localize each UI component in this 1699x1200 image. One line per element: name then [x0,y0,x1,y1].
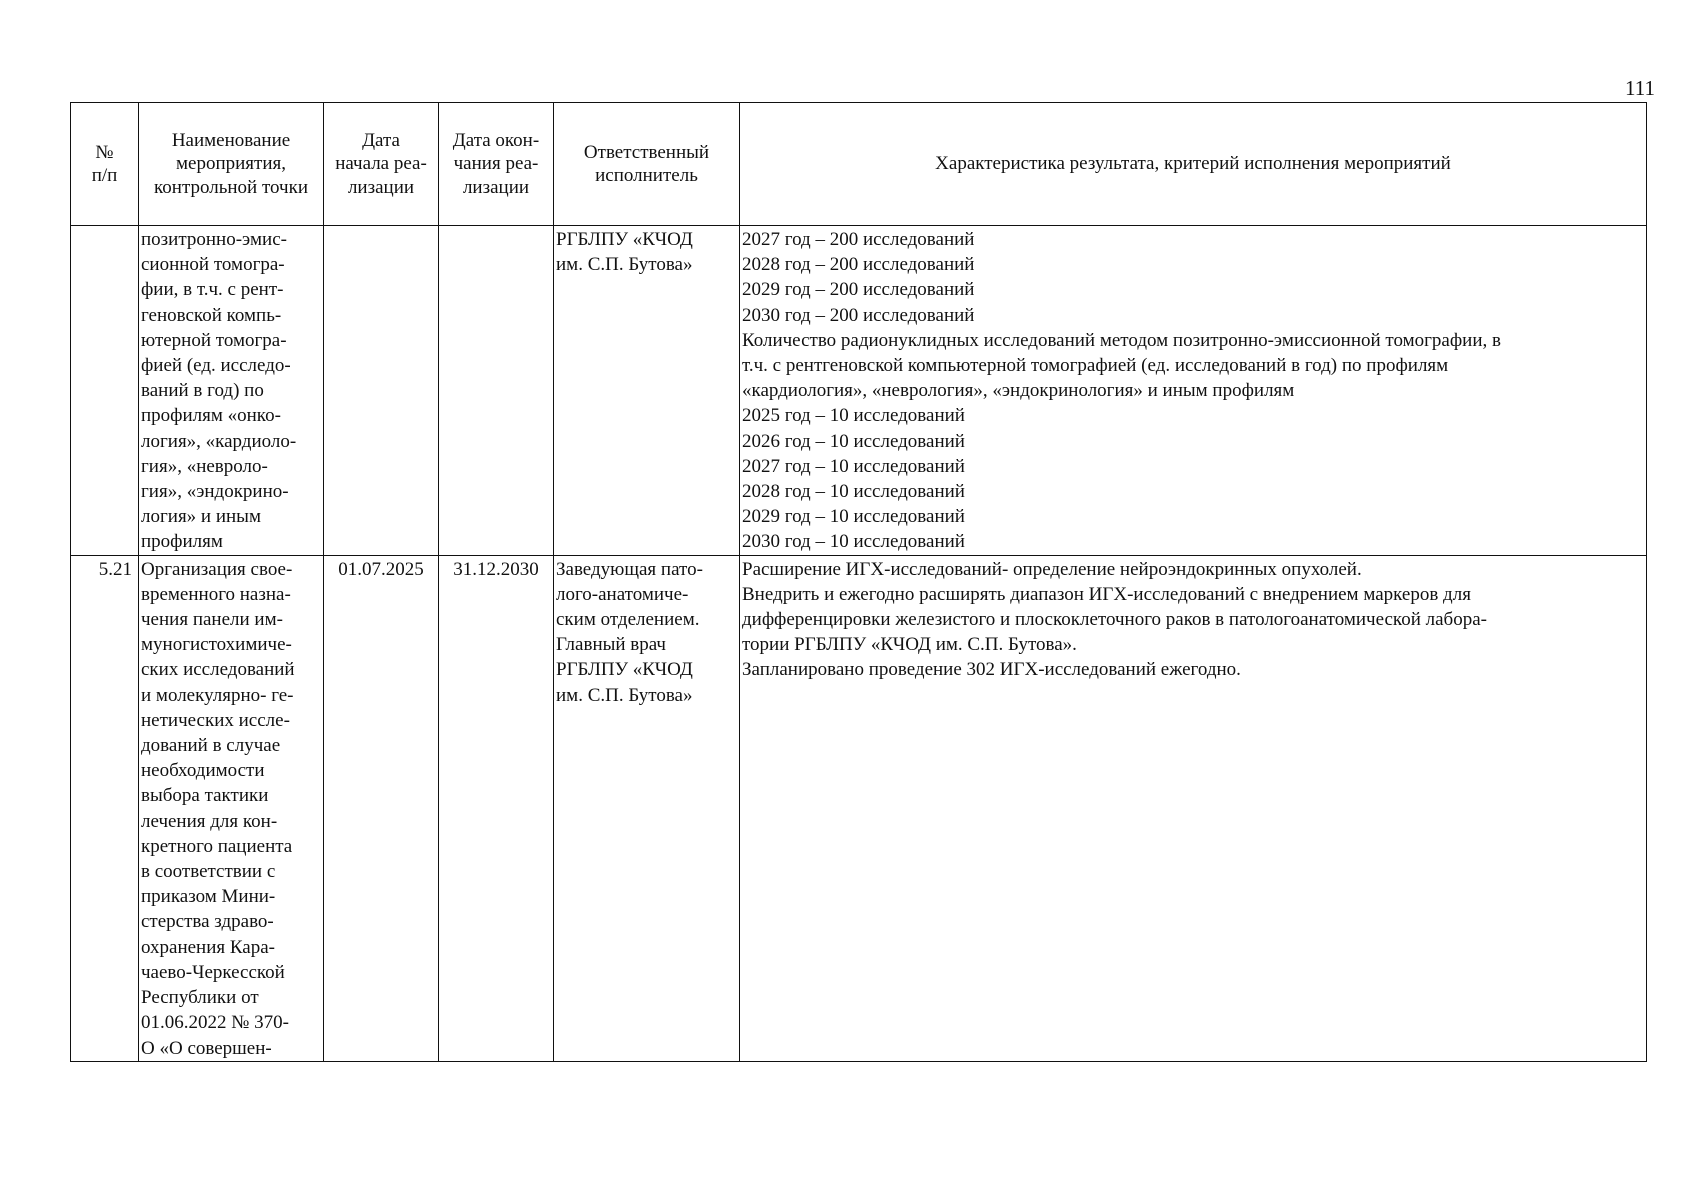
cell-line: ским отделением. [556,609,700,631]
cell-line: стерства здраво- [141,911,274,933]
cell-line: Заведующая пато- [556,558,703,580]
header-line: чания реа- [453,153,539,175]
cell-line: гия», «эндокрино- [141,481,289,503]
table-row [71,555,1647,1061]
cell-line: РГБЛПУ «КЧОД [556,229,693,250]
cell-line: Республики от [141,987,259,1009]
cell-line: в соответствии с [141,861,276,883]
cell-line: им. С.П. Бутова» [556,254,693,276]
cell-line: 5.21 [98,558,132,580]
cell-activity-name [139,226,324,556]
header-line: Дата окон- [452,130,540,152]
table-row [71,226,1647,556]
cell-line: Главный врач [556,634,666,656]
header-number [71,103,139,226]
cell-line: кретного пациента [141,835,293,857]
cell-line: 2027 год – 10 исследований [742,455,965,477]
cell-line: 2026 год – 10 исследований [742,430,965,452]
header-line: исполнитель [595,165,698,186]
cell-line: 2030 год – 10 исследований [742,531,965,553]
page-number: 111 [1625,76,1655,100]
cell-line: дований в случае [141,735,281,757]
header-executor [554,103,740,226]
cell-executor [554,555,740,1061]
cell-line: Внедрить и ежегодно расширять диапазон ИГХ-исследований с внедрением маркеров для [742,583,1471,605]
cell-line: РГБЛПУ «КЧОД [556,659,693,681]
cell-line: фии, в т.ч. с рент- [141,279,284,301]
header-line: начала реа- [335,153,427,175]
cell-line: дифференцировки железистого и плоскоклеточного раков в патологоанатомической лабора- [742,609,1487,631]
cell-start-date [324,555,439,1061]
header-end-date [439,103,554,226]
cell-line: О «О совершен- [141,1037,272,1059]
header-line: контрольной точки [154,176,308,198]
cell-line: сионной томогра- [141,254,285,276]
header-line: мероприятия, [176,153,286,175]
cell-line: 01.06.2022 № 370- [141,1012,289,1034]
cell-line: 2029 год – 200 исследований [742,279,975,301]
cell-line: «кардиология», «неврология», «эндокринология» и иным профилям [742,380,1295,402]
cell-line: лечения для кон- [141,810,278,832]
cell-line: необходимости [141,760,265,782]
cell-line: охранения Кара- [141,936,276,958]
cell-line: фией (ед. исследо- [141,355,291,377]
cell-result [740,226,1647,556]
cell-line: 2025 год – 10 исследований [742,405,965,427]
cell-line: 2027 год – 200 исследований [742,229,975,250]
cell-line: гия», «невроло- [141,455,268,477]
cell-line: позитронно-эмис- [141,229,287,250]
cell-line: Организация свое- [141,558,293,580]
cell-line: геновской компь- [141,304,282,326]
header-activity-name [139,103,324,226]
header-line: Характеристика результата, критерий исполнения мероприятий [935,153,1451,175]
cell-line: временного назна- [141,583,291,605]
cell-line: выбора тактики [141,785,269,807]
table-header-row [71,103,1647,226]
header-start-date [324,103,439,226]
cell-line: логия», «кардиоло- [141,430,297,452]
header-line: п/п [91,165,118,186]
cell-number [71,226,139,556]
header-line: лизации [462,176,530,198]
header-line: лизации [347,176,415,198]
cell-line: 01.07.2025 [338,558,424,580]
cell-number [71,555,139,1061]
cell-line: Расширение ИГХ-исследований- определение нейроэндокринных опухолей. [742,558,1362,580]
cell-start-date [324,226,439,556]
cell-line: Количество радионуклидных исследований методом позитронно-эмиссионной томографии, в [742,329,1501,351]
cell-executor [554,226,740,556]
cell-line: и молекулярно- ге- [141,684,294,706]
cell-line: ских исследований [141,659,295,681]
cell-activity-name [139,555,324,1061]
cell-line: т.ч. с рентгеновской компьютерной томографией (ед. исследований в год) по профилям [742,355,1449,377]
activities-table [70,102,1647,1062]
header-line: № [95,141,114,163]
cell-line: профилям «онко- [141,405,281,427]
cell-end-date [439,555,554,1061]
cell-line: чаево-Черкесской [141,961,285,983]
cell-line: им. С.П. Бутова» [556,684,693,706]
cell-end-date [439,226,554,556]
cell-line: чения панели им- [141,609,283,631]
header-line: Дата [362,130,400,152]
header-line: Ответственный [583,141,710,163]
cell-line: 2030 год – 200 исследований [742,304,975,326]
cell-line: приказом Мини- [141,886,276,908]
cell-line: 2028 год – 10 исследований [742,481,965,503]
cell-line: муногистохимиче- [141,634,292,656]
header-result [740,103,1647,226]
cell-line: ютерной томогра- [141,329,287,351]
cell-result [740,555,1647,1061]
cell-line: лого-анатомиче- [556,583,689,605]
cell-line: 2029 год – 10 исследований [742,506,965,528]
cell-line: 2028 год – 200 исследований [742,254,975,276]
cell-line: 31.12.2030 [453,558,539,580]
cell-line: профилям [141,531,223,553]
cell-line: Запланировано проведение 302 ИГХ-исследований ежегодно. [742,659,1241,681]
cell-line: логия» и иным [141,506,261,528]
cell-line: ваний в год) по [141,380,264,402]
cell-line: тории РГБЛПУ «КЧОД им. С.П. Бутова». [742,634,1077,656]
header-line: Наименование [171,130,291,152]
cell-line: нетических иссле- [141,709,290,731]
